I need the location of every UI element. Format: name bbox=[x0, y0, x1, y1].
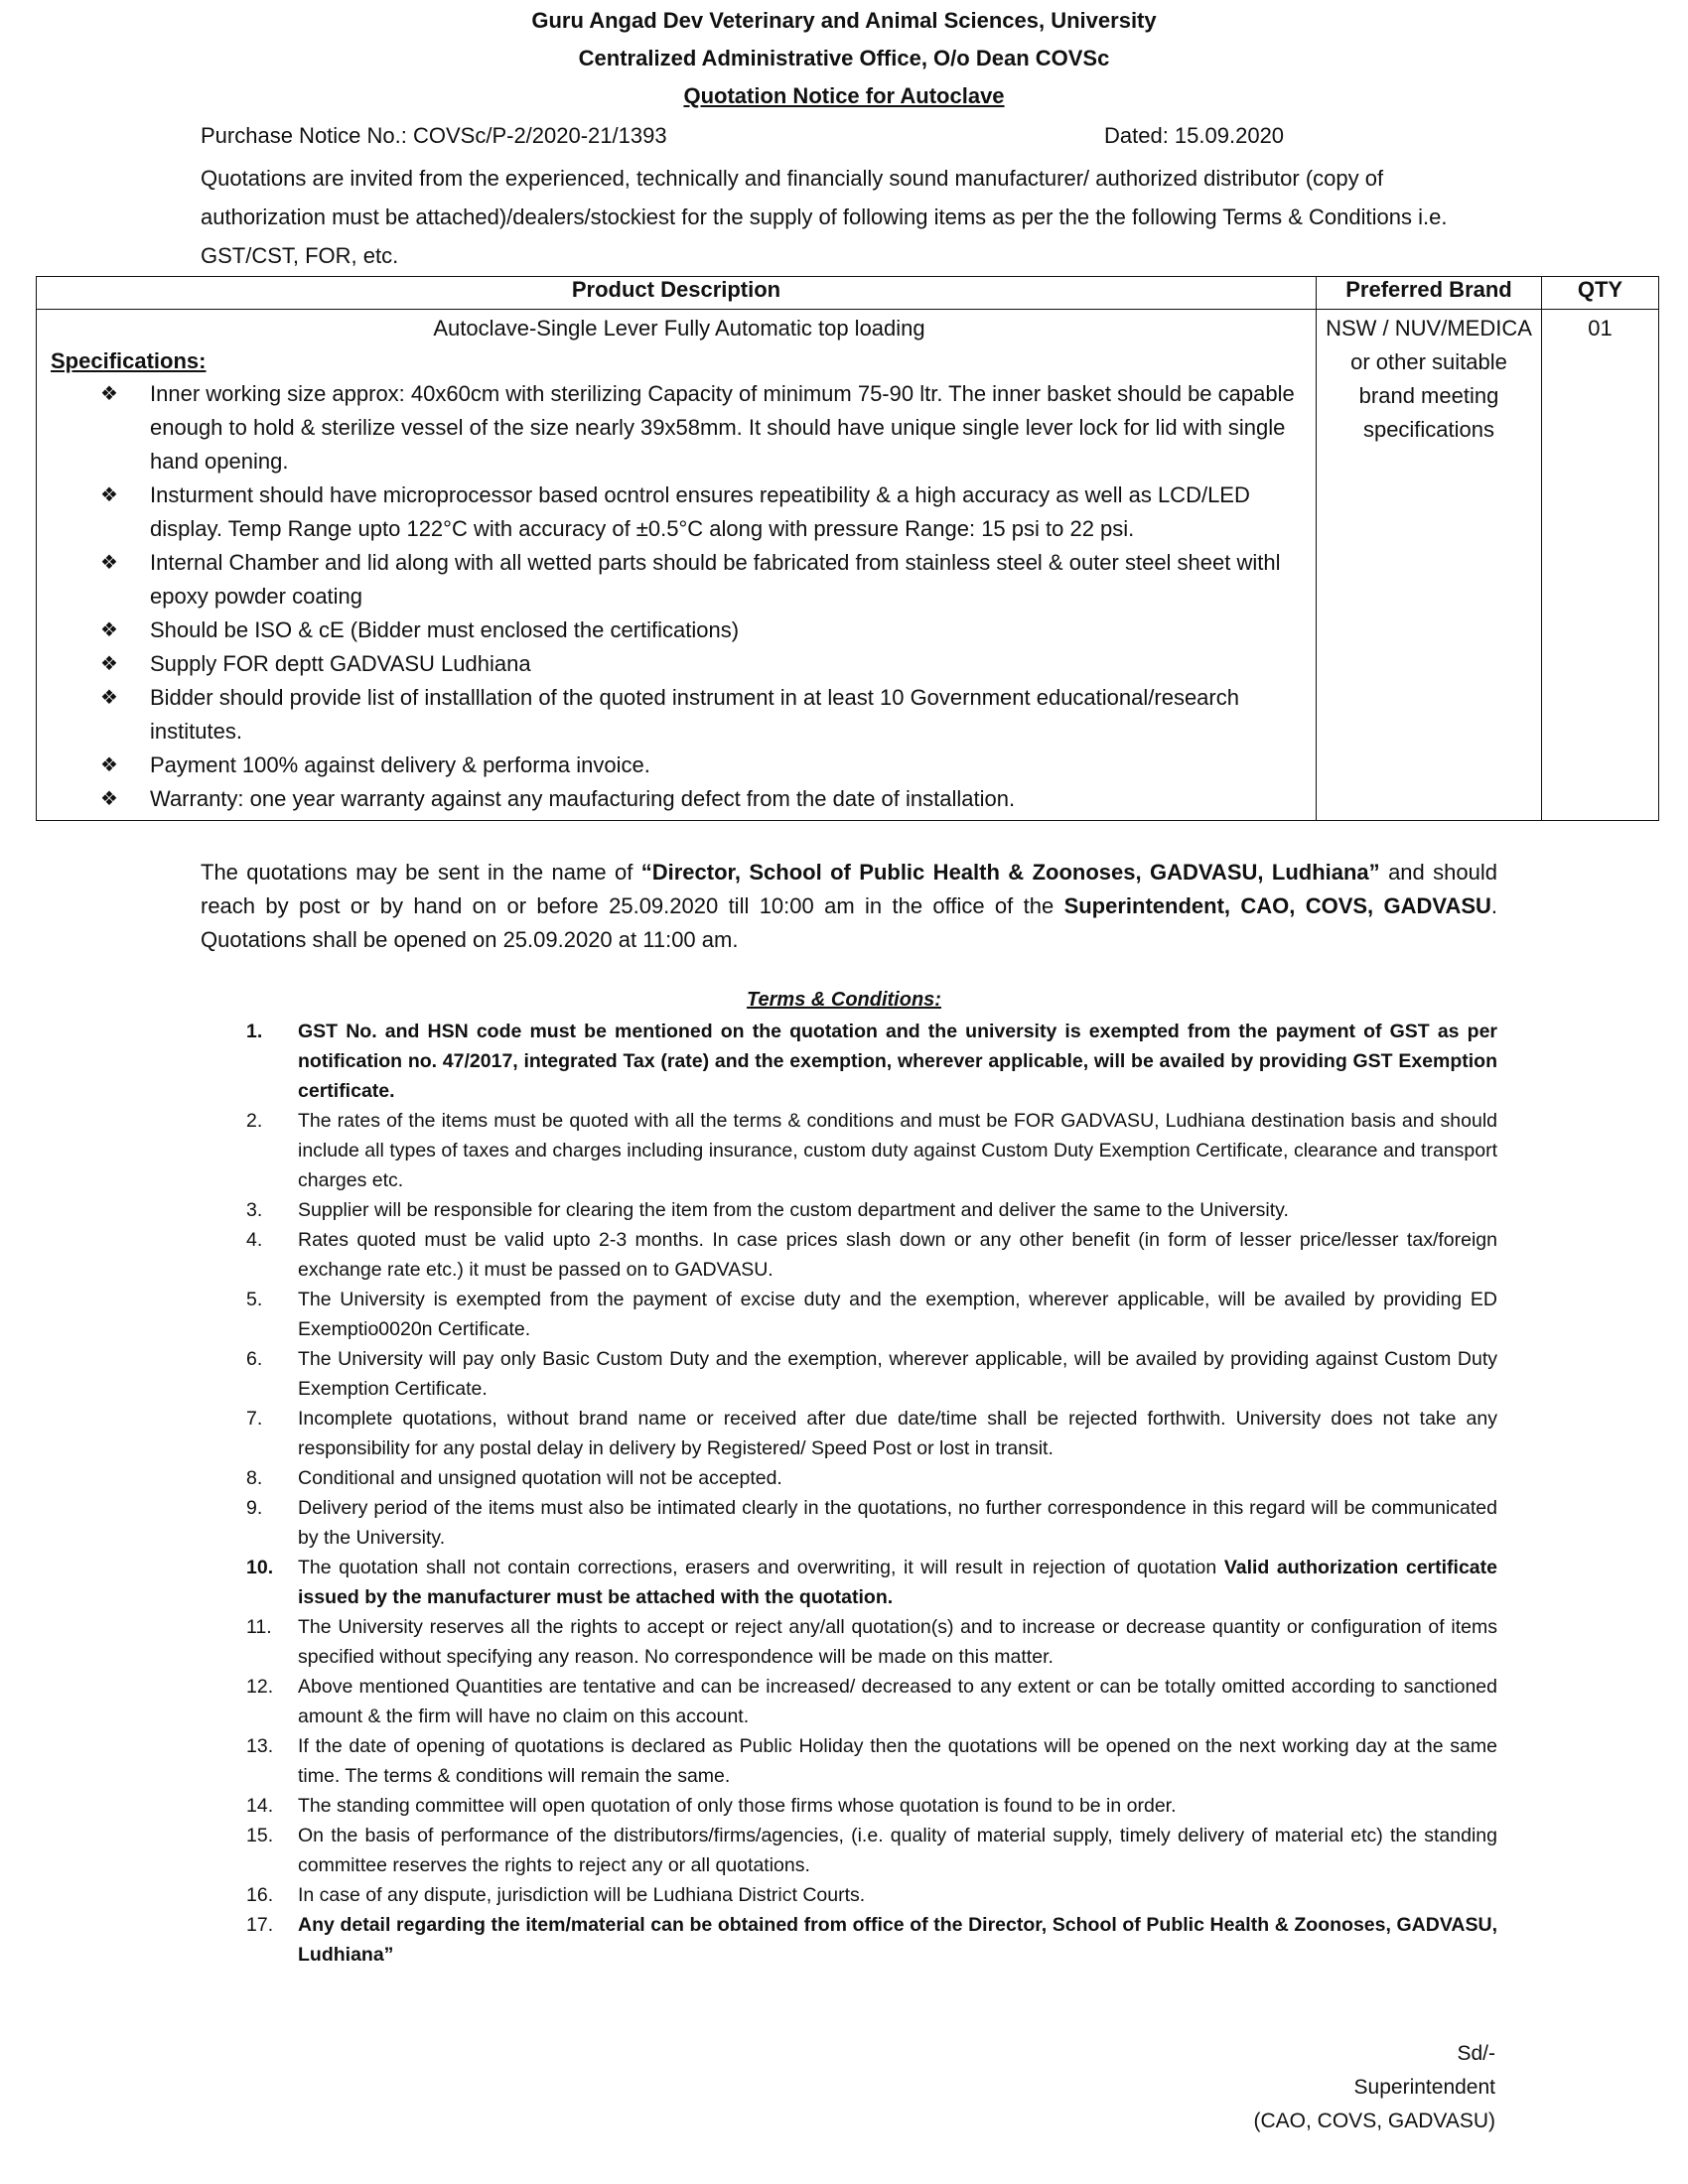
list-item: 6. The University will pay only Basic Custom Duty and the exemption, wherever applicable, will be availed by providing against Custom Duty Exemption Certificate. bbox=[246, 1348, 1497, 1400]
list-item: 12. Above mentioned Quantities are tentative and can be increased/ decreased to any extent or can be totally omitted according to sanctioned amount & the firm will have no claim on this account. bbox=[246, 1676, 1497, 1727]
list-item: 8. Conditional and unsigned quotation will not be accepted. bbox=[246, 1467, 782, 1489]
list-item: 3. Supplier will be responsible for clearing the item from the custom department and deliver the same to the University. bbox=[246, 1199, 1289, 1221]
diamond-bullet-icon: ❖ bbox=[100, 788, 118, 810]
signature-block bbox=[1254, 2037, 1495, 2138]
list-item: 9. Delivery period of the items must also be intimated clearly in the quotations, no further correspondence in this regard will be communicated by the University. bbox=[246, 1497, 1497, 1549]
list-item: 13. If the date of opening of quotations is declared as Public Holiday then the quotations will be opened on the next working day at the same time. The terms & conditions will remain the same. bbox=[246, 1735, 1497, 1787]
list-item: 7. Incomplete quotations, without brand name or received after due date/time shall be rejected forthwith. University does not take any responsibility for any postal delay in delivery by Registered/ Speed Post or lost in transit. bbox=[246, 1408, 1497, 1459]
notice-meta-row bbox=[201, 123, 1313, 149]
product-table bbox=[36, 276, 1659, 821]
list-item: 11. The University reserves all the rights to accept or reject any/all quotation(s) and to increase or decrease quantity or configuration of items specified without specifying any reason. No correspondence will be made on this matter. bbox=[246, 1616, 1497, 1668]
signature-mark: Sd/- bbox=[1457, 2042, 1495, 2065]
list-item: 1. GST No. and HSN code must be mentioned on the quotation and the university is exempted from the payment of GST as per notification no. 47/2017, integrated Tax (rate) and the exemption, wherever applicable, will be availed by providing GST Exemption certificate. bbox=[246, 1021, 1497, 1102]
list-item: 14. The standing committee will open quotation of only those firms whose quotation is found to be in order. bbox=[246, 1795, 1177, 1817]
list-item: 10. The quotation shall not contain corrections, erasers and overwriting, it will result in rejection of quotation Valid authorization certificate issued by the manufacturer must be attached with the quotation. bbox=[246, 1557, 1497, 1608]
list-item: ❖ Warranty: one year warranty against any maufacturing defect from the date of installation. bbox=[51, 782, 1308, 816]
specifications-heading: Specifications: bbox=[51, 348, 207, 373]
submission-office: Superintendent, CAO, COVS, GADVASU bbox=[1063, 893, 1491, 918]
notice-date: Dated: 15.09.2020 bbox=[1104, 123, 1285, 148]
intro-paragraph: Quotations are invited from the experienced, technically and financially sound manufacturer/ authorized distributor (copy of authorization must be attached)/dealers/stockiest for the supply of following items as per the the following Terms & Conditions i.e. GST/CST, FOR, etc. bbox=[201, 166, 1448, 268]
table-row bbox=[37, 310, 1659, 821]
submission-instructions: The quotations may be sent in the name of “Director, School of Public Health & Zoonoses, GADVASU, Ludhiana” and should reach by post or by hand on or before 25.09.2020 till 10:00 am in the office of the Superintendent, CAO, COVS, GADVASU. Quotations shall be opened on 25.09.2020 at 11:00 am. bbox=[201, 860, 1498, 952]
addressee: “Director, School of Public Health & Zoonoses, GADVASU, Ludhiana” bbox=[640, 860, 1380, 885]
header-preferred-brand: Preferred Brand bbox=[1317, 277, 1542, 310]
qty-cell: 01 bbox=[1542, 310, 1659, 821]
diamond-bullet-icon: ❖ bbox=[100, 653, 118, 675]
list-item: ❖ Should be ISO & cE (Bidder must enclosed the certifications) bbox=[51, 614, 1308, 647]
notice-title: Quotation Notice for Autoclave bbox=[683, 83, 1005, 108]
list-item: ❖ Bidder should provide list of installlation of the quoted instrument in at least 10 Government educational/research institutes. bbox=[51, 681, 1308, 749]
list-item: 5. The University is exempted from the payment of excise duty and the exemption, wherever applicable, will be availed by providing ED Exemptio0020n Certificate. bbox=[246, 1289, 1497, 1340]
diamond-bullet-icon: ❖ bbox=[100, 687, 118, 709]
office-name: Centralized Administrative Office, O/o Dean COVSc bbox=[578, 46, 1110, 70]
terms-heading: Terms & Conditions: bbox=[747, 989, 941, 1011]
list-item: ❖ Inner working size approx: 40x60cm with sterilizing Capacity of minimum 75-90 ltr. The inner basket should be capable enough to hold & sterilize vessel of the size nearly 39x58mm. It should have unique single lever lock for lid with single hand opening. bbox=[51, 377, 1308, 478]
diamond-bullet-icon: ❖ bbox=[100, 619, 118, 641]
list-item: ❖ Supply FOR deptt GADVASU Ludhiana bbox=[51, 647, 1308, 681]
diamond-bullet-icon: ❖ bbox=[100, 754, 118, 776]
list-item: ❖ Payment 100% against delivery & performa invoice. bbox=[51, 749, 1308, 782]
purchase-notice-number: Purchase Notice No.: COVSc/P-2/2020-21/1393 bbox=[201, 123, 667, 148]
diamond-bullet-icon: ❖ bbox=[100, 552, 118, 574]
product-description-cell bbox=[37, 310, 1317, 821]
product-name: Autoclave-Single Lever Fully Automatic top loading bbox=[433, 316, 925, 341]
terms-list bbox=[246, 1017, 1497, 1970]
list-item: 15. On the basis of performance of the distributors/firms/agencies, (i.e. quality of material supply, timely delivery of material etc) the standing committee reserves the rights to reject any or all quotations. bbox=[246, 1825, 1497, 1876]
list-item: 2. The rates of the items must be quoted with all the terms & conditions and must be FOR GADVASU, Ludhiana destination basis and should include all types of taxes and charges including insurance, custom duty against Custom Duty Exemption Certificate, clearance and transport charges etc. bbox=[246, 1110, 1497, 1191]
diamond-bullet-icon: ❖ bbox=[100, 383, 118, 405]
signatory-office: (CAO, COVS, GADVASU) bbox=[1253, 2110, 1495, 2132]
list-item: 4. Rates quoted must be valid upto 2-3 months. In case prices slash down or any other benefit (in form of lesser price/lesser tax/foreign exchange rate etc.) it must be passed on to GADVASU. bbox=[246, 1229, 1497, 1281]
header-product-description: Product Description bbox=[37, 277, 1317, 310]
list-item: 17. Any detail regarding the item/material can be obtained from office of the Director, School of Public Health & Zoonoses, GADVASU, Ludhiana” bbox=[246, 1914, 1497, 1966]
list-item: 16. In case of any dispute, jurisdiction will be Ludhiana District Courts. bbox=[246, 1884, 866, 1906]
preferred-brand-cell: NSW / NUV/MEDICA or other suitable brand meeting specifications bbox=[1317, 310, 1542, 821]
list-item: ❖ Insturment should have microprocessor based ocntrol ensures repeatibility & a high accuracy as well as LCD/LED display. Temp Range upto 122°C with accuracy of ±0.5°C along with pressure Range: 15 psi to 22 psi. bbox=[51, 478, 1308, 546]
list-item: ❖ Internal Chamber and lid along with all wetted parts should be fabricated from stainless steel & outer steel sheet withl epoxy powder coating bbox=[51, 546, 1308, 614]
table-header-row bbox=[37, 277, 1659, 310]
diamond-bullet-icon: ❖ bbox=[100, 484, 118, 506]
header-qty: QTY bbox=[1542, 277, 1659, 310]
university-name: Guru Angad Dev Veterinary and Animal Sciences, University bbox=[531, 8, 1157, 33]
signatory-title: Superintendent bbox=[1353, 2076, 1495, 2099]
specifications-list bbox=[51, 377, 1308, 816]
